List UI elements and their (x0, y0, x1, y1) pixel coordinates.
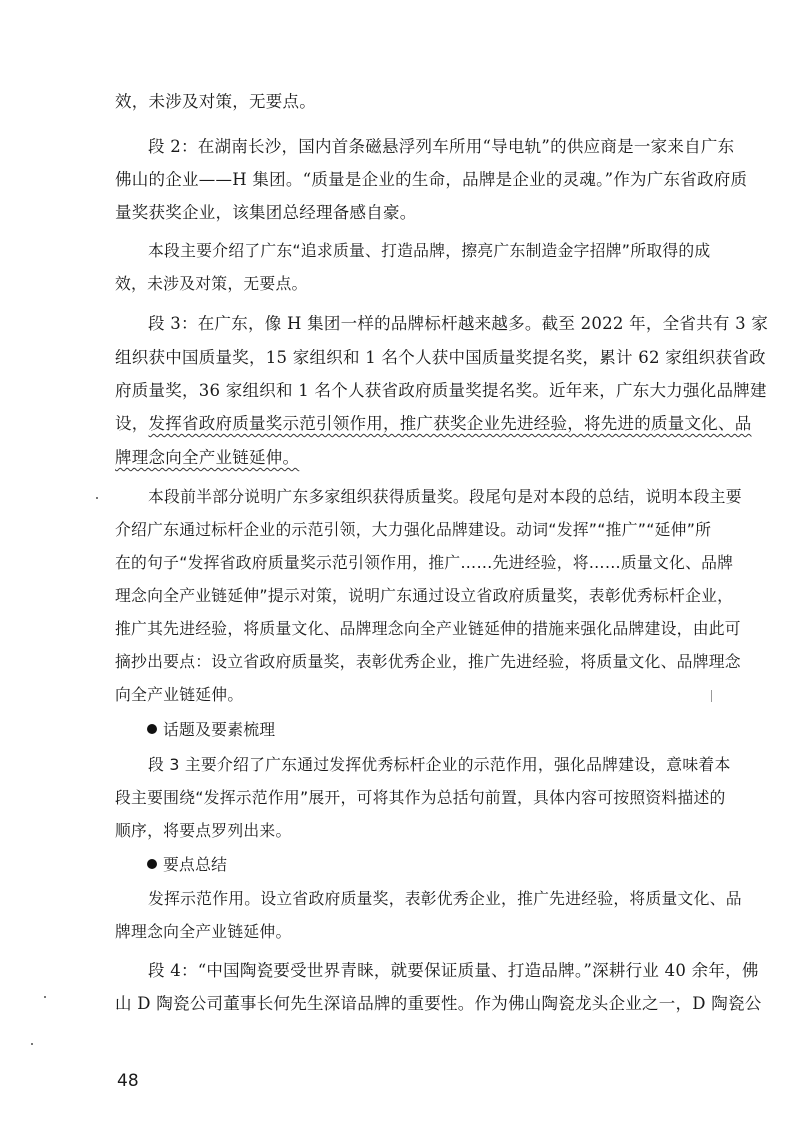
section-heading (147, 719, 275, 741)
analysis-line: 在的句子“发挥省政府质量奖示范引领作用，推广……先进经验，将……质量文化、品牌 (115, 553, 734, 572)
scan-speck (44, 996, 46, 998)
scan-speck (96, 497, 98, 499)
paragraph-3-line: 段 3：在广东，像 H 集团一样的品牌标杆越来越多。截至 2022 年，全省共有 3 家 (148, 314, 769, 333)
text-line: 山 D 陶瓷公司董事长何先生深谙品牌的重要性。作为佛山陶瓷龙头企业之一，D 陶瓷公 (115, 994, 762, 1013)
underlined-countermeasure: 牌理念向全产业链延伸。 (115, 448, 300, 467)
analysis-line: 顺序，将要点罗列出来。 (115, 821, 292, 840)
text-line: 府质量奖，36 家组织和 1 名个人获省政府质量奖提名奖。近年来，广东大力强化品牌建 (115, 381, 767, 400)
analysis-line: 摘抄出要点：设立省政府质量奖，表彰优秀企业，推广先进经验，将质量文化、品牌理念 (115, 652, 741, 671)
scan-speck (31, 1043, 33, 1045)
bullet-icon (147, 724, 157, 734)
analysis-line: 理念向全产业链延伸”提示对策，说明广东通过设立省政府质量奖，表彰优秀标杆企业， (115, 586, 734, 605)
heading-text: 话题及要素梳理 (163, 720, 276, 739)
analysis-line: 段主要围绕“发挥示范作用”展开，可将其作为总括句前置，具体内容可按照资料描述的 (115, 788, 726, 807)
analysis-line: 本段主要介绍了广东“追求质量、打造品牌，擦亮广东制造金字招牌”所取得的成 (148, 241, 711, 260)
heading-text: 要点总结 (163, 855, 228, 874)
analysis-line: 牌理念向全产业链延伸。 (115, 922, 292, 941)
text-line (115, 447, 299, 469)
paragraph-2-line: 段 2：在湖南长沙，国内首条磁悬浮列车所用“导电轨”的供应商是一家来自广东 (148, 137, 735, 156)
analysis-line: 本段前半部分说明广东多家组织获得质量奖。段尾句是对本段的总结，说明本段主要 (148, 487, 742, 506)
analysis-line: 推广其先进经验，将质量文化、品牌理念向全产业链延伸的措施来强化品牌建设，由此可 (115, 619, 741, 638)
text-line (115, 413, 752, 435)
page-number: 48 (117, 1071, 139, 1091)
text-line: 量奖获奖企业，该集团总经理备感自豪。 (115, 203, 417, 222)
analysis-line: 效，未涉及对策，无要点。 (115, 274, 308, 293)
bullet-icon (147, 859, 157, 869)
analysis-line: 向全产业链延伸。 (115, 685, 244, 704)
text-line: 佛山的企业——H 集团。“质量是企业的生命，品牌是企业的灵魂。”作为广东省政府质 (115, 170, 748, 189)
scan-mark (711, 690, 712, 702)
text-fragment: 设， (115, 414, 149, 433)
paragraph-4-line: 段 4：“中国陶瓷要受世界青睐，就要保证质量、打造品牌。”深耕行业 40 余年，佛 (148, 961, 759, 980)
text-line: 效，未涉及对策，无要点。 (115, 92, 316, 111)
text-line: 组织获中国质量奖，15 家组织和 1 名个人获中国质量奖提名奖，累计 62 家组织获省政 (115, 348, 766, 367)
underlined-countermeasure: 发挥省政府质量奖示范引领作用，推广获奖企业先进经验，将先进的质量文化、品 (148, 414, 752, 433)
section-heading (147, 854, 227, 876)
analysis-line: 发挥示范作用。设立省政府质量奖，表彰优秀企业，推广先进经验，将质量文化、品 (148, 889, 742, 908)
analysis-line: 介绍广东通过标杆企业的示范引领，大力强化品牌建设。动词“发挥”“推广”“延伸”所 (115, 520, 712, 539)
analysis-line: 段 3 主要介绍了广东通过发挥优秀标杆企业的示范作用，强化品牌建设，意味着本 (148, 755, 731, 774)
